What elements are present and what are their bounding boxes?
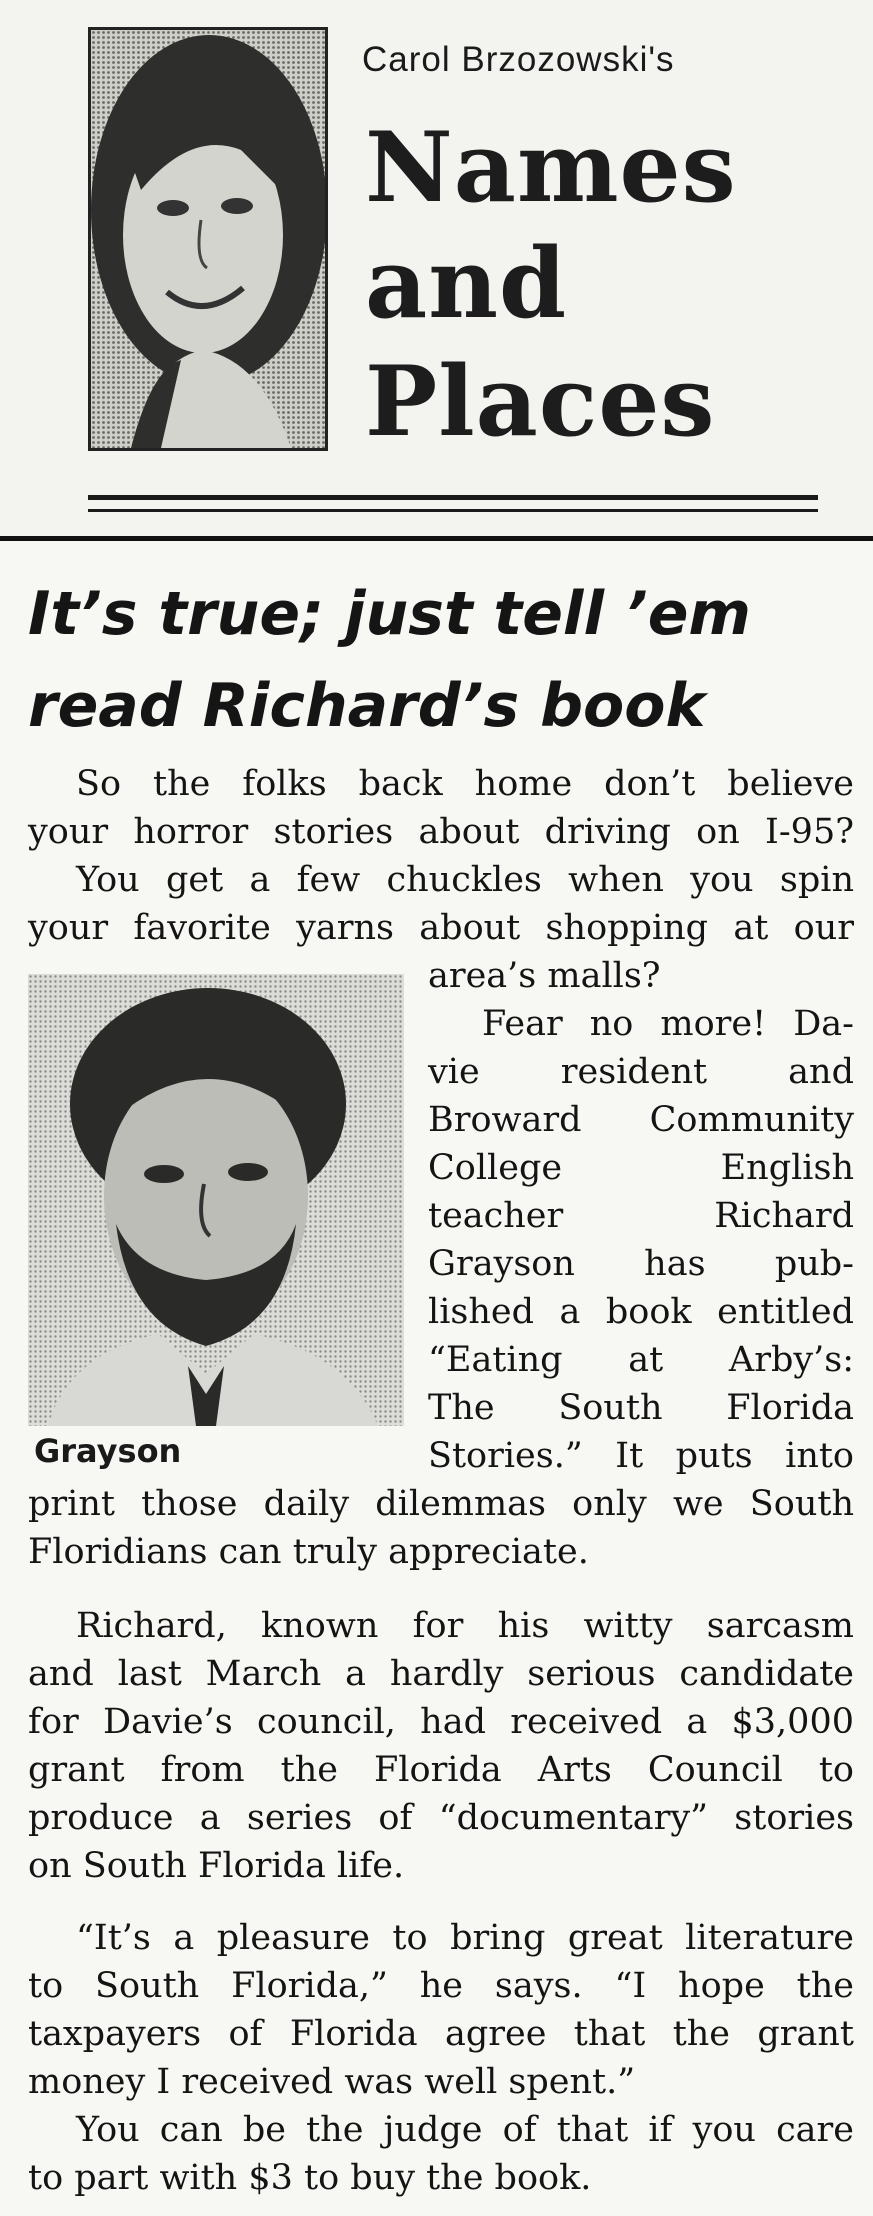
section-divider <box>0 536 873 541</box>
body-line: your favorite yarns about shopping at our <box>28 908 854 948</box>
column-title-line-2: and <box>365 227 568 340</box>
body-line: area’s malls? <box>428 956 661 996</box>
body-line: your horror stories about driving on I-95? <box>28 812 854 852</box>
body-line: The South Florida <box>428 1388 854 1428</box>
body-line: lished a book entitled <box>428 1292 854 1332</box>
body-line: produce a series of “documentary” stories <box>28 1798 854 1838</box>
body-line: You get a few chuckles when you spin <box>76 860 854 900</box>
body-line: Stories.” It puts into <box>428 1436 854 1476</box>
body-line: grant from the Florida Arts Council to <box>28 1750 854 1790</box>
body-line: Richard, known for his witty sarcasm <box>76 1606 854 1646</box>
photo-caption: Grayson <box>34 1432 182 1470</box>
column-title-line-1: Names <box>365 111 737 224</box>
body-line: money I received was well spent.” <box>28 2062 636 2102</box>
grayson-photo <box>28 974 404 1426</box>
body-line: So the folks back home don’t believe <box>76 764 854 804</box>
body-line: Grayson has pub- <box>428 1244 854 1284</box>
body-line: to part with $3 to buy the book. <box>28 2158 592 2198</box>
headline-line-1: It’s true; just tell ’em <box>28 579 751 649</box>
body-line: for Davie’s council, had received a $3,000 <box>28 1702 854 1742</box>
body-line: College English <box>428 1148 854 1188</box>
body-line: Broward Community <box>428 1100 854 1140</box>
body-line: “It’s a pleasure to bring great literature <box>76 1918 854 1958</box>
headline-line-2: read Richard’s book <box>28 671 706 741</box>
body-line: vie resident and <box>428 1052 854 1092</box>
body-line: to South Florida,” he says. “I hope the <box>28 1966 854 2006</box>
body-line: print those daily dilemmas only we South <box>28 1484 854 1524</box>
body-line: teacher Richard <box>428 1196 854 1236</box>
columnist-portrait <box>88 27 328 451</box>
body-line: Floridians can truly appreciate. <box>28 1532 589 1572</box>
body-line: You can be the judge of that if you care <box>76 2110 854 2150</box>
body-line: taxpayers of Florida agree that the grant <box>28 2014 854 2054</box>
body-line: “Eating at Arby’s: <box>428 1340 854 1380</box>
masthead-rule-top <box>88 495 818 500</box>
column-masthead <box>0 0 873 540</box>
body-line: and last March a hardly serious candidate <box>28 1654 854 1694</box>
body-line: Fear no more! Da- <box>482 1004 854 1044</box>
columnist-byline: Carol Brzozowski's <box>362 40 675 79</box>
masthead-rule-bottom <box>88 509 818 512</box>
body-line: on South Florida life. <box>28 1846 405 1886</box>
column-title-line-3: Places <box>365 345 716 458</box>
